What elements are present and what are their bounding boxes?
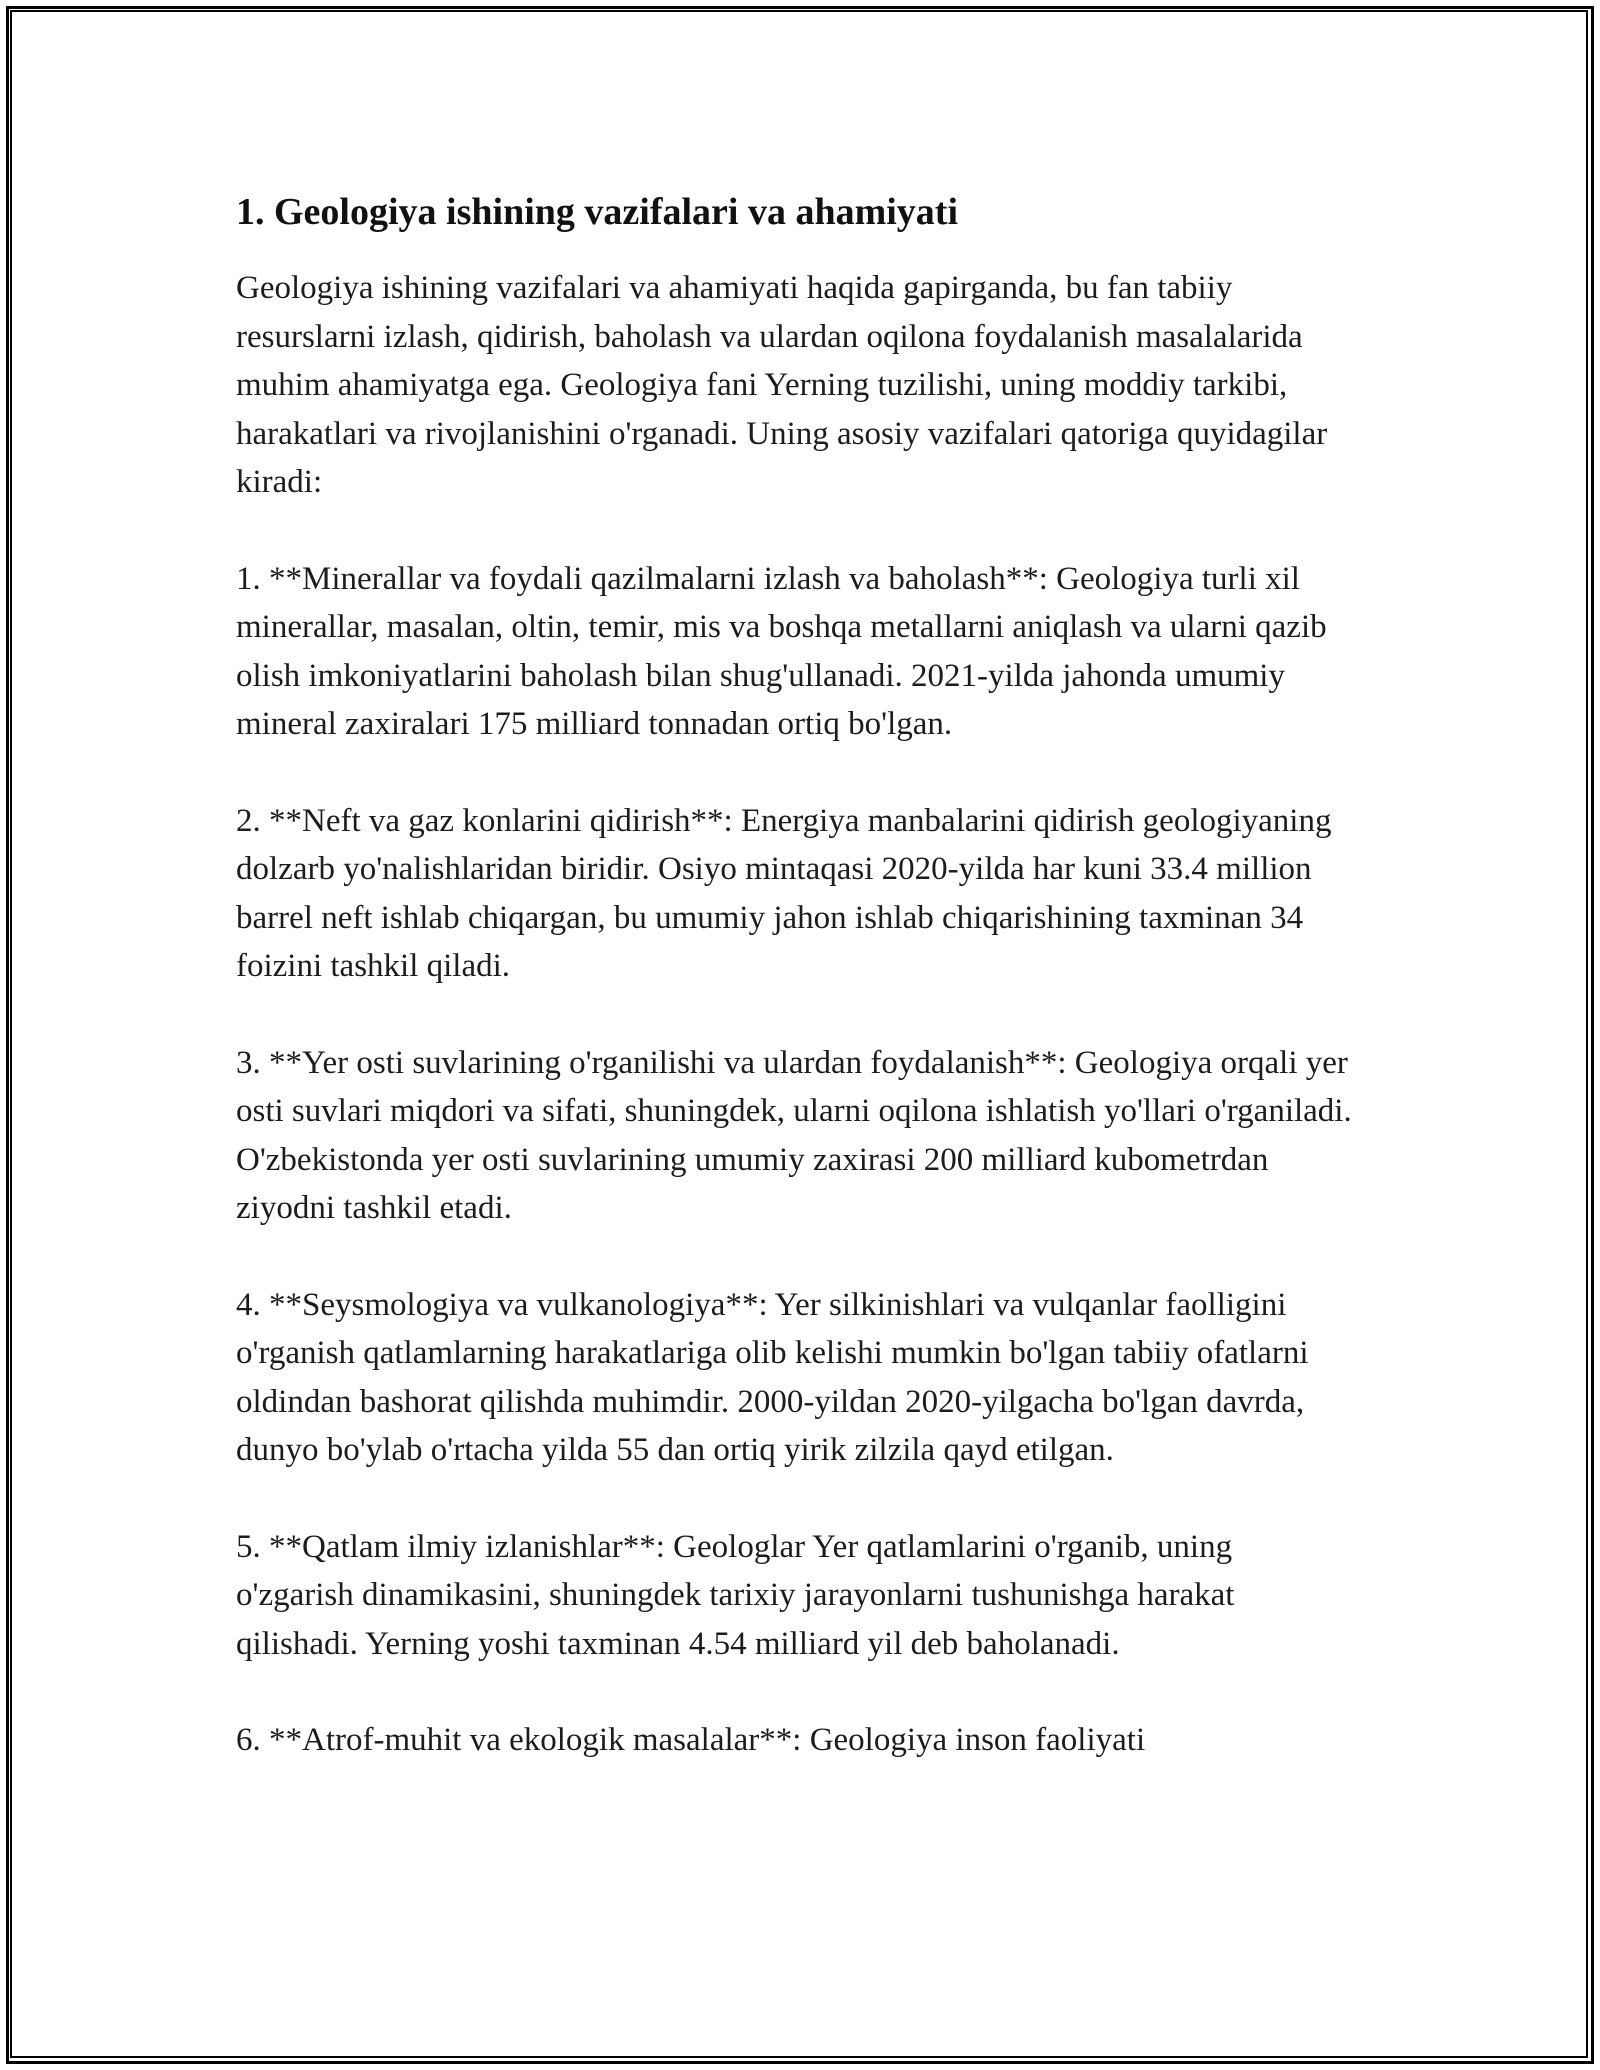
list-item-environment: 6. **Atrof-muhit va ekologik masalalar**: Geologiya inson faoliyati xyxy=(236,1722,1146,1758)
list-item-seismology: 4. **Seysmologiya va vulkanologiya**: Yer silkinishlari va vulqanlar faolligini o'rganish qatlamlarning harakatlariga olib kelishi mumkin bo'lgan tabiiy ofatlarni oldindan bashorat qilishda muhimdir. 2000-yildan 2020-yilgacha bo'lgan davrda, dunyo bo'ylab o'rtacha yilda 55 dan ortiq yirik zilzila qayd etilgan. xyxy=(236,1286,1309,1468)
list-item-minerals: 1. **Minerallar va foydali qazilmalarni izlash va baholash**: Geologiya turli xil minerallar, masalan, oltin, temir, mis va boshqa metallarni aniqlash va ularni qazib olish imkoniyatlarini baholash bilan shug'ullanadi. 2021-yilda jahonda umumiy mineral zaxiralari 175 milliard tonnadan ortiq bo'lgan. xyxy=(236,560,1327,742)
document-body xyxy=(236,186,1356,1765)
list-item-groundwater: 3. **Yer osti suvlarining o'rganilishi va ulardan foydalanish**: Geologiya orqali yer osti suvlari miqdori va sifati, shuningdek, ularni oqilona ishlatish yo'llari o'rganiladi. O'zbekistonda yer osti suvlarining umumiy zaxirasi 200 milliard kubometrdan ziyodni tashkil etadi. xyxy=(236,1044,1352,1226)
list-item-oil-gas: 2. **Neft va gaz konlarini qidirish**: Energiya manbalarini qidirish geologiyaning dolzarb yo'nalishlaridan biridir. Osiyo mintaqasi 2020-yilda har kuni 33.4 million barrel neft ishlab chiqargan, bu umumiy jahon ishlab chiqarishining taxminan 34 foizini tashkil qiladi. xyxy=(236,802,1332,984)
list-item-strata-research: 5. **Qatlam ilmiy izlanishlar**: Geologlar Yer qatlamlarini o'rganib, uning o'zgarish dinamikasini, shuningdek tarixiy jarayonlarni tushunishga harakat qilishadi. Yerning yoshi taxminan 4.54 milliard yil deb baholanadi. xyxy=(236,1528,1235,1662)
section-heading: 1. Geologiya ishining vazifalari va ahamiyati xyxy=(236,191,959,233)
intro-paragraph: Geologiya ishining vazifalari va ahamiyati haqida gapirganda, bu fan tabiiy resurslarni izlash, qidirish, baholash va ulardan oqilona foydalanish masalalarida muhim ahamiyatga ega. Geologiya fani Yerning tuzilishi, uning moddiy tarkibi, harakatlari va rivojlanishini o'rganadi. Uning asosiy vazifalari qatoriga quyidagilar kiradi: xyxy=(236,270,1328,500)
